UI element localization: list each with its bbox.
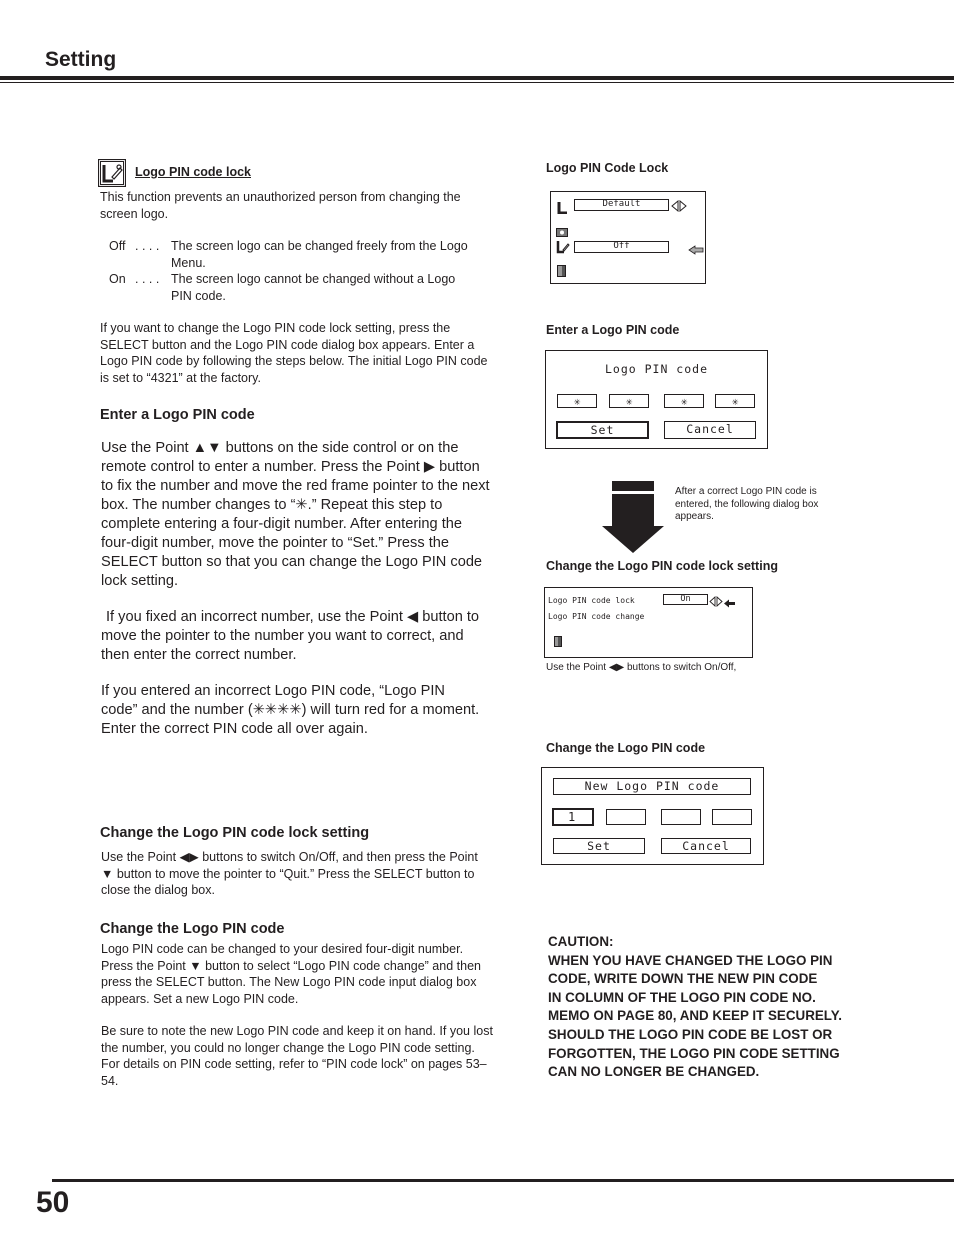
pin-lock-field[interactable]: Off (574, 241, 669, 253)
enter-pin-heading: Enter a Logo PIN code (100, 407, 255, 423)
new-pin-dialog (541, 767, 764, 865)
option-on-dots: . . . . (135, 272, 160, 286)
new-pin-digit-3[interactable] (661, 809, 701, 825)
footer-rule (52, 1179, 954, 1182)
page-number: 50 (36, 1186, 70, 1219)
new-pin-set-button[interactable]: Set (553, 838, 645, 854)
pin-lock-icon (556, 240, 570, 259)
logo-select-field[interactable]: Default (574, 199, 669, 211)
enter-pin-dialog (545, 350, 768, 449)
logo-pin-icon (98, 159, 126, 187)
option-off-dots: . . . . (135, 239, 160, 253)
option-on-key: On (109, 272, 126, 286)
fig4-caption: Change the Logo PIN code (546, 741, 706, 755)
new-pin-digit-1[interactable]: 1 (552, 808, 594, 826)
page-title: Setting (45, 48, 117, 71)
new-pin-cancel-button[interactable]: Cancel (661, 838, 751, 854)
logo-menu-screen (550, 191, 706, 284)
lock-row-label: Logo PIN code lock (548, 596, 635, 605)
pin-digit-1[interactable]: ✳ (557, 394, 597, 408)
caution-line: MEMO ON PAGE 80, AND KEEP IT SECURELY. (548, 1008, 842, 1024)
lock-setting-dialog (544, 587, 753, 658)
switch-note: Use the Point ◀▶ buttons to switch On/Off, (546, 662, 737, 673)
code-change-row-label: Logo PIN code change (548, 612, 645, 621)
new-pin-digit-2[interactable] (606, 809, 646, 825)
new-pin-title: New Logo PIN code (553, 778, 751, 795)
logo-pin-heading: Logo PIN code lock (135, 165, 251, 179)
set-button[interactable]: Set (556, 421, 649, 439)
fig3-caption: Change the Logo PIN code lock setting (546, 559, 778, 573)
change-setting-paragraph: If you want to change the Logo PIN code lock setting, press the SELECT button and the Logo PIN code dialog box appears. Enter a Logo PIN code by following the steps below. The initial Logo PIN code is set to “4321” at the factory. (100, 321, 488, 385)
pointer-hand-icon (688, 242, 704, 260)
fig1-caption: Logo PIN Code Lock (546, 161, 669, 175)
caution-block (548, 933, 868, 1082)
option-off-key: Off (109, 239, 126, 253)
enter-pin-paragraph-1: Use the Point ▲▼ buttons on the side control or on the remote control to enter a number. Press the Point ▶ button to fix the number and move the red frame pointer to the next box. The number changes to “✳.” Repeat this step to complete entering a four-digit number. After entering the four-digit number, move the pointer to “Set.” Press the SELECT button so that you can change the Logo PIN code lock setting. (101, 440, 490, 589)
pin-digit-4[interactable]: ✳ (715, 394, 755, 408)
caution-line: FORGOTTEN, THE LOGO PIN CODE SETTING (548, 1045, 840, 1061)
cancel-button[interactable]: Cancel (664, 421, 756, 439)
enter-pin-paragraph-3: If you entered an incorrect Logo PIN code, “Logo PIN code” and the number (✳✳✳✳) will turn red for a moment. Enter the correct PIN code all over again. (101, 683, 480, 737)
header-rule-thin (0, 82, 954, 83)
pin-digit-2[interactable]: ✳ (609, 394, 649, 408)
enter-pin-dialog-title: Logo PIN code (604, 362, 708, 376)
lock-value-field[interactable]: On (663, 594, 708, 605)
header-rule (0, 76, 954, 80)
caution-line: CAN NO LONGER BE CHANGED. (548, 1064, 760, 1080)
fig2-caption: Enter a Logo PIN code (546, 323, 680, 337)
down-arrow-icon (600, 481, 666, 559)
change-code-paragraph-2: Be sure to note the new Logo PIN code and keep it on hand. If you lost the number, you could no longer change the Logo PIN code setting. For details on PIN code setting, refer to “PIN code lock” on pages 53–54. (101, 1024, 493, 1088)
option-off-desc: The screen logo can be changed freely from the Logo Menu. (171, 239, 468, 270)
arrow-note: After a correct Logo PIN code is entered, the following dialog box appears. (675, 486, 819, 522)
logo-select-icon (557, 201, 569, 219)
change-code-heading: Change the Logo PIN code (100, 921, 285, 937)
change-code-paragraph-1: Logo PIN code can be changed to your desired four-digit number. Press the Point ▼ button to select “Logo PIN code change” and then press the SELECT button. The New Logo PIN code input dialog box appears. Set a new Logo PIN code. (101, 942, 481, 1006)
caution-line: IN COLUMN OF THE LOGO PIN CODE NO. (548, 989, 816, 1005)
new-pin-digit-4[interactable] (712, 809, 752, 825)
caution-line: SHOULD THE LOGO PIN CODE BE LOST OR (548, 1026, 833, 1042)
pin-digit-3[interactable]: ✳ (664, 394, 704, 408)
caution-title: CAUTION: (548, 934, 614, 949)
caution-line: WHEN YOU HAVE CHANGED THE LOGO PIN (548, 952, 833, 968)
enter-pin-paragraph-2: If you fixed an incorrect number, use the Point ◀ button to move the pointer to the number you want to correct, and then enter the correct number. (101, 609, 480, 663)
quit-icon (557, 264, 567, 282)
caution-line: CODE, WRITE DOWN THE NEW PIN CODE (548, 971, 818, 987)
quit-icon-2 (554, 634, 562, 652)
change-lock-paragraph: Use the Point ◀▶ buttons to switch On/Off, and then press the Point ▼ button to move the pointer to “Quit.” Press the SELECT button to close the dialog box. (101, 850, 478, 897)
change-lock-heading: Change the Logo PIN code lock setting (100, 825, 370, 841)
left-right-arrows-icon (671, 199, 687, 217)
intro-text: This function prevents an unauthorized person from changing the screen logo. (100, 190, 461, 221)
option-on-desc: The screen logo cannot be changed without a Logo PIN code. (171, 272, 456, 303)
left-right-arrows-icon-2 (709, 594, 723, 612)
pointer-arrow-icon (723, 595, 736, 613)
